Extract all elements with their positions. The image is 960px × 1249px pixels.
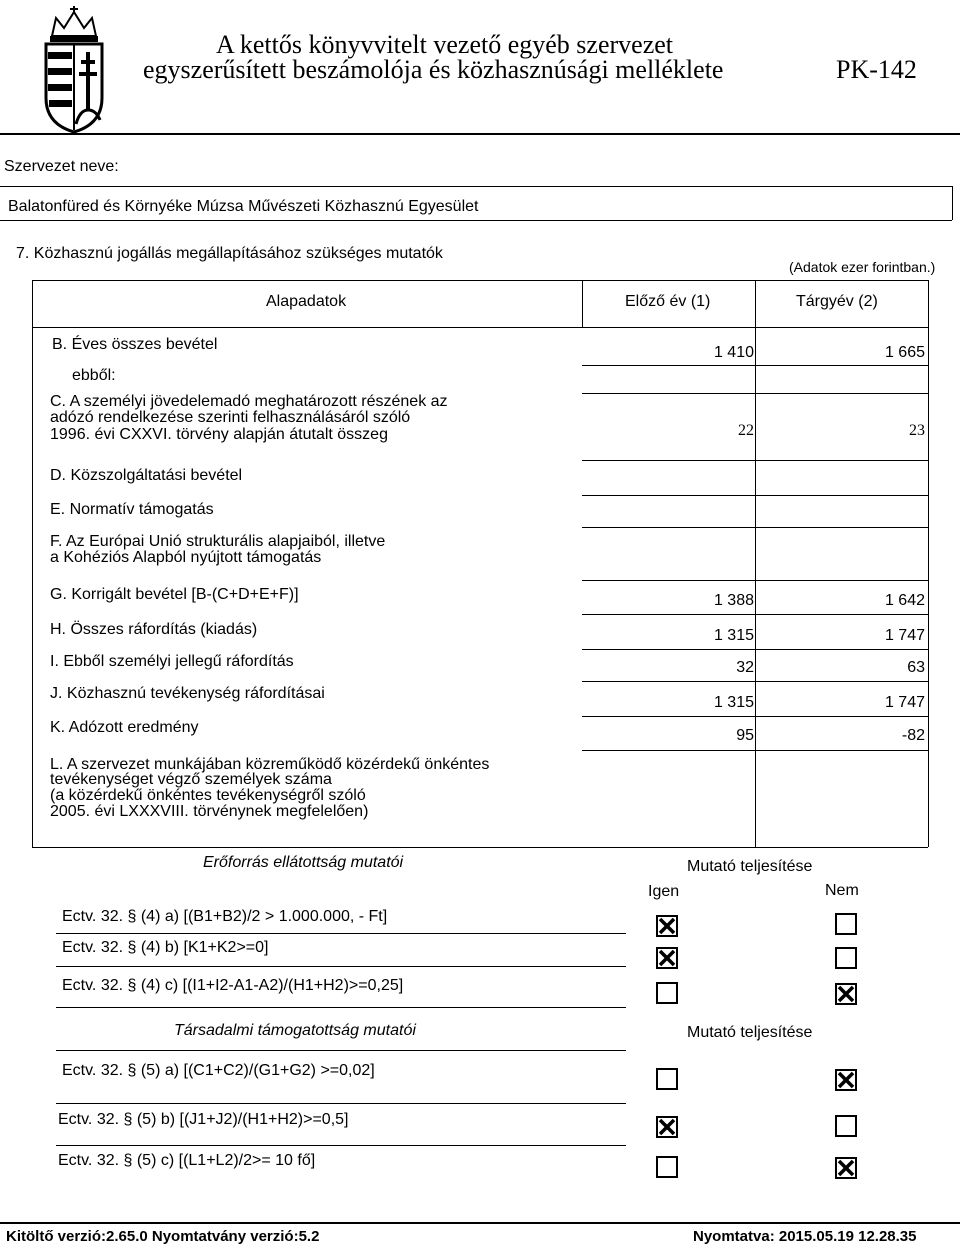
row-c-label-3: 1996. évi CXXVI. törvény alapján átutalt összeg xyxy=(50,426,388,443)
social-item-1-no-checkbox[interactable] xyxy=(835,1069,857,1091)
resource-row-3-line xyxy=(56,1007,626,1008)
row-h-curr: 1 747 xyxy=(884,627,925,644)
org-box-top xyxy=(0,186,952,187)
resource-item-1-label: Ectv. 32. § (4) a) [(B1+B2)/2 > 1.000.000, - Ft] xyxy=(62,908,388,925)
row-i-line xyxy=(582,681,928,682)
resource-item-2-label: Ectv. 32. § (4) b) [K1+K2>=0] xyxy=(62,939,269,956)
resource-no-label: Nem xyxy=(825,882,859,899)
row-g-curr: 1 642 xyxy=(884,592,925,609)
row-c-curr: 23 xyxy=(909,422,925,439)
row-c-prev: 22 xyxy=(738,422,754,439)
row-f-label-2: a Kohéziós Alapból nyújtott támogatás xyxy=(50,549,322,566)
footer-version: Kitöltő verzió:2.65.0 Nyomtatvány verzió:5.2 xyxy=(6,1228,320,1245)
resource-item-2-yes-checkbox[interactable] xyxy=(656,947,678,969)
org-box-right xyxy=(952,186,953,220)
row-i-label: I. Ebből személyi jellegű ráfordítás xyxy=(50,653,294,670)
row-h-label: H. Összes ráfordítás (kiadás) xyxy=(50,621,258,638)
resource-yes-label: Igen xyxy=(648,883,680,900)
resource-item-3-label: Ectv. 32. § (4) c) [(I1+I2-A1-A2)/(H1+H2)>=0,25] xyxy=(62,977,404,994)
row-d-label: D. Közszolgáltatási bevétel xyxy=(50,467,243,484)
row-g-prev: 1 388 xyxy=(713,592,754,609)
form-code: PK-142 xyxy=(836,55,917,84)
resource-row-2-line xyxy=(56,966,626,967)
footer-divider xyxy=(0,1222,960,1224)
resource-item-1-no-checkbox[interactable] xyxy=(835,913,857,935)
row-b-prev: 1 410 xyxy=(713,344,754,361)
resource-title: Erőforrás ellátottság mutatói xyxy=(203,854,404,871)
unit-note: (Adatok ezer forintban.) xyxy=(789,259,936,275)
checkbox-checked-icon xyxy=(837,1071,855,1089)
row-l-label-2: tevékenységet végző személyek száma xyxy=(50,771,332,788)
row-c-label-2: adózó rendelkezése szerinti felhasználásáról szóló xyxy=(50,409,411,426)
table-top xyxy=(32,280,928,281)
row-g-line xyxy=(582,614,928,615)
row-e-label: E. Normatív támogatás xyxy=(50,501,214,518)
row-c-label-1: C. A személyi jövedelemadó meghatározott részének az xyxy=(50,393,448,410)
table-col-prev-divider xyxy=(582,280,583,327)
checkbox-checked-icon xyxy=(837,1159,855,1177)
row-i-curr: 63 xyxy=(907,659,925,676)
social-item-3-no-checkbox[interactable] xyxy=(835,1157,857,1179)
social-row-2-line xyxy=(56,1145,626,1146)
checkbox-checked-icon xyxy=(658,917,676,935)
resource-item-3-yes-checkbox[interactable] xyxy=(656,982,678,1004)
row-k-curr: -82 xyxy=(901,727,925,744)
checkbox-checked-icon xyxy=(837,985,855,1003)
social-item-2-yes-checkbox[interactable] xyxy=(656,1116,678,1138)
table-header-bottom xyxy=(32,327,928,328)
form-title-line1: A kettős könyvvitelt vezető egyéb szervezet xyxy=(216,30,674,59)
row-l-label-4: 2005. évi LXXXVIII. törvénynek megfelelően) xyxy=(50,803,369,820)
form-title-line2: egyszerűsített beszámolója és közhasznúsági melléklete xyxy=(143,55,724,84)
row-l-label-3: (a közérdekű önkéntes tevékenységről szóló xyxy=(50,787,366,804)
table-right xyxy=(928,280,929,847)
row-k-line xyxy=(582,750,928,751)
resource-item-2-no-checkbox[interactable] xyxy=(835,947,857,969)
resource-item-1-yes-checkbox[interactable] xyxy=(656,915,678,937)
row-j-label: J. Közhasznú tevékenység ráfordításai xyxy=(50,685,325,702)
row-c-line xyxy=(582,460,928,461)
table-left xyxy=(32,280,33,847)
col-header-prev: Előző év (1) xyxy=(625,293,711,310)
footer-printed: Nyomtatva: 2015.05.19 12.28.35 xyxy=(693,1228,917,1245)
table-bottom xyxy=(32,847,928,848)
col-header-base: Alapadatok xyxy=(266,293,347,310)
social-item-1-yes-checkbox[interactable] xyxy=(656,1068,678,1090)
col-header-curr: Tárgyév (2) xyxy=(796,293,878,310)
coat-of-arms-icon xyxy=(38,6,110,134)
row-ebbol-label: ebből: xyxy=(72,367,116,384)
header-divider xyxy=(0,133,960,135)
checkbox-checked-icon xyxy=(658,1118,676,1136)
social-item-1-label: Ectv. 32. § (5) a) [(C1+C2)/(G1+G2) >=0,02] xyxy=(62,1062,375,1079)
resource-item-3-no-checkbox[interactable] xyxy=(835,983,857,1005)
social-item-3-label: Ectv. 32. § (5) c) [(L1+L2)/2>= 10 fő] xyxy=(58,1152,316,1169)
social-row-0-line xyxy=(56,1050,626,1051)
row-f-line xyxy=(582,580,928,581)
row-ebbol-line xyxy=(582,393,928,394)
row-b-curr: 1 665 xyxy=(884,344,925,361)
row-j-line xyxy=(582,716,928,717)
row-f-label-1: F. Az Európai Unió strukturális alapjaiból, illetve xyxy=(50,533,386,550)
row-j-curr: 1 747 xyxy=(884,694,925,711)
org-box-bottom xyxy=(0,220,952,221)
row-h-prev: 1 315 xyxy=(713,627,754,644)
section-title: 7. Közhasznú jogállás megállapításához szükséges mutatók xyxy=(16,245,443,262)
row-k-label: K. Adózott eredmény xyxy=(50,719,199,736)
social-item-2-no-checkbox[interactable] xyxy=(835,1115,857,1137)
row-g-label: G. Korrigált bevétel [B-(C+D+E+F)] xyxy=(50,586,299,603)
social-item-2-label: Ectv. 32. § (5) b) [(J1+J2)/(H1+H2)>=0,5] xyxy=(58,1111,349,1128)
row-l-label-1: L. A szervezet munkájában közreműködő közérdekű önkéntes xyxy=(50,756,490,773)
social-row-1-line xyxy=(56,1103,626,1104)
org-name-value: Balatonfüred és Környéke Múzsa Művészeti Közhasznú Egyesület xyxy=(8,198,479,215)
resource-row-1-line xyxy=(56,933,626,934)
org-name-label: Szervezet neve: xyxy=(4,158,119,175)
row-j-prev: 1 315 xyxy=(713,694,754,711)
row-d-line xyxy=(582,495,928,496)
row-i-prev: 32 xyxy=(736,659,754,676)
row-e-line xyxy=(582,527,928,528)
checkbox-checked-icon xyxy=(658,949,676,967)
social-title: Társadalmi támogatottság mutatói xyxy=(174,1022,416,1039)
row-h-line xyxy=(582,649,928,650)
social-item-3-yes-checkbox[interactable] xyxy=(656,1156,678,1178)
row-b-line xyxy=(582,365,928,366)
row-b-label: B. Éves összes bevétel xyxy=(52,336,218,353)
social-perf-label: Mutató teljesítése xyxy=(687,1024,813,1041)
resource-perf-label: Mutató teljesítése xyxy=(687,858,813,875)
row-k-prev: 95 xyxy=(736,727,754,744)
